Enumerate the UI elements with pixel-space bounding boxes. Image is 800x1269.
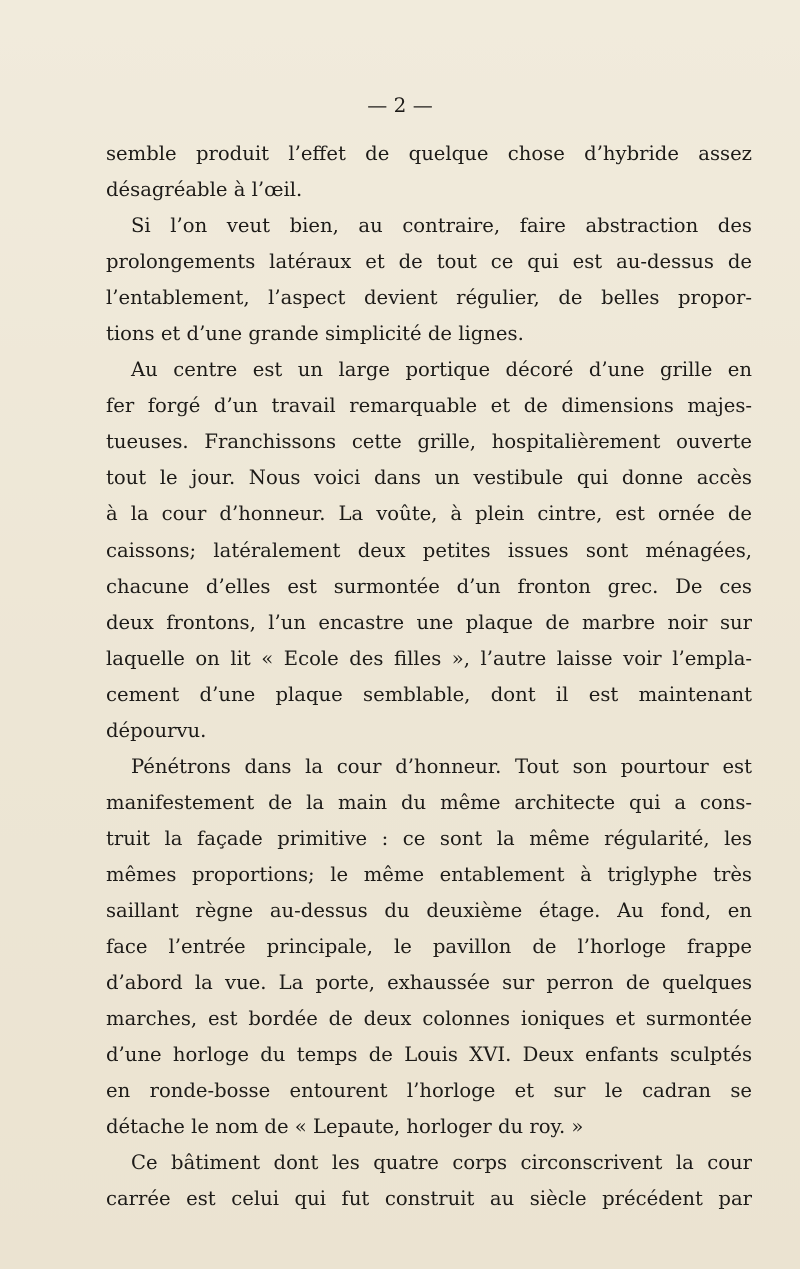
text-line: Au centre est un large portique décoré d’une grille en [131, 358, 752, 382]
text-line: prolongements latéraux et de tout ce qui est au-dessus de [106, 250, 752, 274]
text-line: à la cour d’honneur. La voûte, à plein cintre, est ornée de [106, 502, 752, 526]
text-line: tout le jour. Nous voici dans un vestibule qui donne accès [106, 466, 752, 490]
text-line: semble produit l’effet de quelque chose d’hybride assez [106, 142, 752, 165]
text-line: Ce bâtiment dont les quatre corps circonscrivent la cour [131, 1151, 752, 1175]
text-line: chacune d’elles est surmontée d’un fronton grec. De ces [106, 574, 752, 598]
page-body-text [106, 136, 752, 1217]
text-line: tions et d’une grande simplicité de lignes. [106, 322, 524, 346]
text-line: mêmes proportions; le même entablement à triglyphe très [106, 862, 752, 886]
text-line: d’abord la vue. La porte, exhaussée sur perron de quelques [106, 971, 752, 995]
text-line: en ronde-bosse entourent l’horloge et sur le cadran se [106, 1079, 752, 1103]
text-line: deux frontons, l’un encastre une plaque de marbre noir sur [106, 610, 752, 634]
text-line: cement d’une plaque semblable, dont il est maintenant [106, 682, 752, 706]
text-line: désagréable à l’œil. [106, 178, 303, 202]
text-line: détache le nom de « Lepaute, horloger du roy. » [106, 1115, 584, 1139]
text-line: laquelle on lit « Ecole des filles », l’autre laisse voir l’empla- [106, 646, 752, 670]
text-line: tueuses. Franchissons cette grille, hospitalièrement ouverte [106, 430, 752, 454]
text-line: fer forgé d’un travail remarquable et de dimensions majes- [106, 394, 752, 418]
text-line: Si l’on veut bien, au contraire, faire abstraction des [131, 214, 752, 238]
text-line: manifestement de la main du même architecte qui a cons- [106, 790, 752, 814]
text-line: marches, est bordée de deux colonnes ioniques et surmontée [106, 1007, 752, 1031]
text-line: dépourvu. [106, 718, 207, 742]
text-line: d’une horloge du temps de Louis XVI. Deux enfants sculptés [106, 1043, 752, 1067]
text-line: truit la façade primitive : ce sont la même régularité, les [106, 826, 752, 850]
text-line: face l’entrée principale, le pavillon de l’horloge frappe [106, 935, 752, 959]
text-line: carrée est celui qui fut construit au siècle précédent par [106, 1187, 752, 1211]
page-number: — 2 — [367, 93, 433, 117]
text-line: caissons; latéralement deux petites issues sont ménagées, [106, 538, 752, 562]
text-line: Pénétrons dans la cour d’honneur. Tout son pourtour est [131, 754, 752, 778]
text-line: saillant règne au-dessus du deuxième étage. Au fond, en [106, 898, 752, 922]
text-line: l’entablement, l’aspect devient régulier, de belles propor- [106, 286, 752, 310]
